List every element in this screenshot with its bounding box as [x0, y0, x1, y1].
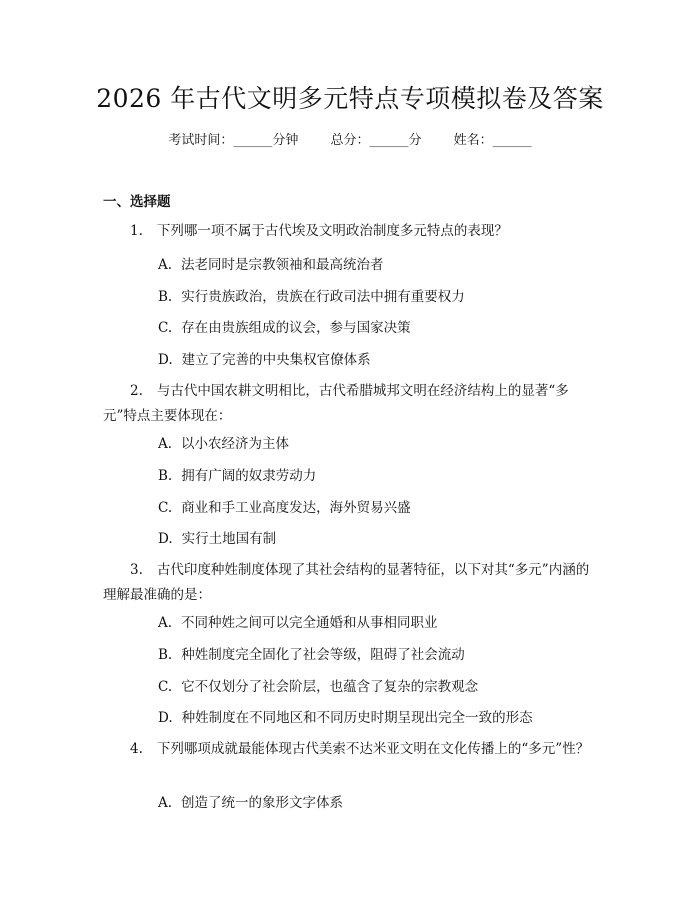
question-text: 下列哪一项不属于古代埃及文明政治制度多元特点的表现？	[156, 223, 508, 239]
exam-name	[454, 133, 532, 148]
option-text: 实行贵族政治，贵族在行政司法中拥有重要权力	[181, 289, 465, 305]
question-1	[103, 219, 597, 244]
option-letter: B.	[158, 289, 173, 305]
option-1a	[158, 255, 384, 275]
option-letter: D.	[158, 710, 173, 726]
question-2	[103, 379, 597, 429]
option-text: 存在由贵族组成的议会，参与国家决策	[181, 320, 411, 336]
option-letter: A.	[158, 257, 173, 273]
option-letter: C.	[158, 320, 173, 336]
question-text: 古代印度种姓制度体现了其社会结构的显著特征，以下对其“多元”内涵的理解最准确的是：	[103, 562, 590, 603]
name-blank: ______	[492, 133, 532, 148]
question-number: 1.	[130, 223, 143, 239]
name-label: 姓名：	[453, 133, 493, 148]
option-text: 拥有广阔的奴隶劳动力	[181, 468, 317, 484]
section-title: 一、选择题	[103, 194, 171, 210]
option-text: 法老同时是宗教领袖和最高统治者	[181, 257, 384, 273]
exam-score	[330, 133, 421, 148]
option-3a	[158, 613, 438, 633]
option-letter: A.	[158, 615, 173, 631]
score-unit: 分	[408, 133, 422, 148]
option-2b	[158, 466, 316, 486]
question-4	[103, 737, 597, 762]
option-text: 种姓制度在不同地区和不同历史时期呈现出完全一致的形态	[181, 710, 533, 726]
score-label: 总分：	[330, 133, 370, 148]
option-2d	[158, 529, 276, 549]
page-title: 2026 年古代文明多元特点专项模拟卷及答案	[96, 84, 604, 113]
question-number: 4.	[130, 741, 143, 757]
option-letter: D.	[158, 531, 173, 547]
option-3d	[158, 708, 533, 728]
option-1c	[158, 318, 411, 338]
option-1d	[158, 350, 371, 370]
option-2c	[158, 498, 411, 518]
option-4a	[158, 793, 343, 813]
option-2a	[158, 434, 289, 454]
time-unit: 分钟	[272, 133, 299, 148]
option-3b	[158, 645, 465, 665]
option-letter: C.	[158, 679, 173, 695]
option-text: 它不仅划分了社会阶层，也蕴含了复杂的宗教观念	[181, 679, 479, 695]
option-text: 创造了统一的象形文字体系	[181, 795, 344, 811]
exam-meta	[0, 132, 700, 150]
option-letter: B.	[158, 647, 173, 663]
option-letter: C.	[158, 500, 173, 516]
option-letter: B.	[158, 468, 173, 484]
option-text: 种姓制度完全固化了社会等级，阻碍了社会流动	[181, 647, 465, 663]
question-number: 3.	[130, 562, 143, 578]
question-text: 下列哪项成就最能体现古代美索不达米亚文明在文化传播上的“多元”性？	[156, 741, 590, 757]
option-text: 不同种姓之间可以完全通婚和从事相同职业	[181, 615, 438, 631]
score-blank: ______	[369, 133, 409, 148]
time-blank: ______	[233, 133, 273, 148]
option-text: 实行土地国有制	[181, 531, 277, 547]
option-letter: D.	[158, 352, 173, 368]
time-label: 考试时间：	[168, 133, 234, 148]
exam-time	[168, 133, 298, 148]
option-text: 商业和手工业高度发达，海外贸易兴盛	[181, 500, 411, 516]
option-letter: A.	[158, 795, 173, 811]
option-1b	[158, 287, 465, 307]
option-text: 建立了完善的中央集权官僚体系	[181, 352, 371, 368]
option-text: 以小农经济为主体	[181, 436, 290, 452]
question-text: 与古代中国农耕文明相比，古代希腊城邦文明在经济结构上的显著“多元”特点主要体现在：	[103, 383, 569, 424]
option-letter: A.	[158, 436, 173, 452]
question-3	[103, 558, 597, 608]
option-3c	[158, 677, 478, 697]
question-number: 2.	[130, 383, 143, 399]
